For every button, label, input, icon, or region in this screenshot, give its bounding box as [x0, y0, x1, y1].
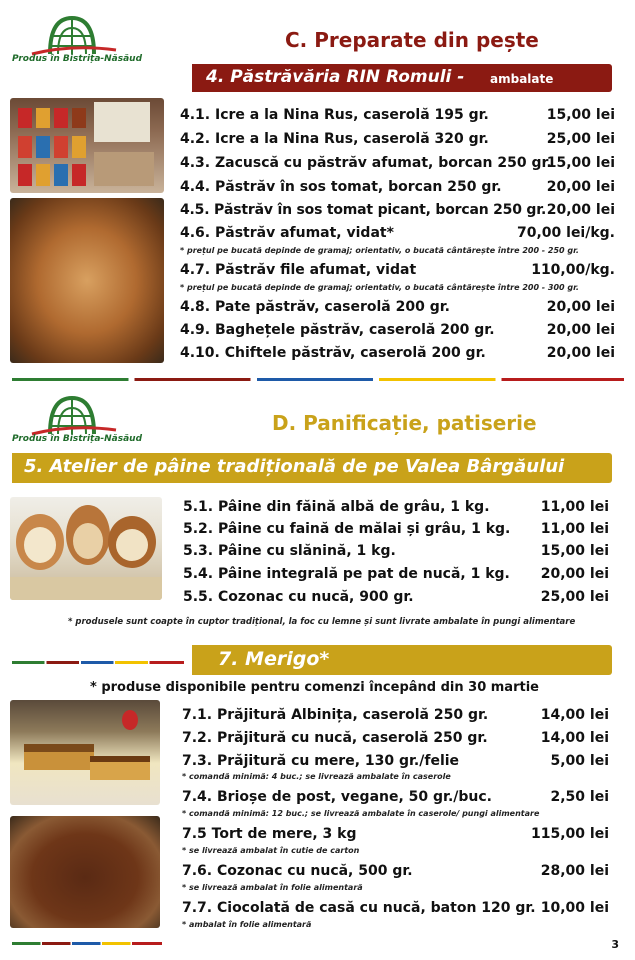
price-5-2: 11,00 lei: [540, 521, 609, 537]
price-4-1: 15,00 lei: [546, 107, 615, 123]
price-5-1: 11,00 lei: [540, 499, 609, 515]
note-7-3: * comandă minimă: 4 buc.; se livrează ambalate în caserole: [182, 772, 451, 781]
price-4-4: 20,00 lei: [546, 179, 615, 195]
page-number: 3: [611, 938, 619, 951]
item-4-10: 4.10. Chiftele păstrăv, caserolă 200 gr.: [180, 345, 486, 361]
price-4-10: 20,00 lei: [546, 345, 615, 361]
item-4-9: 4.9. Baghețele păstrăv, caserolă 200 gr.: [180, 322, 495, 338]
item-5-4: 5.4. Pâine integrală pe pat de nucă, 1 kg.: [183, 566, 510, 582]
note-4-7: * prețul pe bucată depinde de gramaj; orientativ, o bucată cântărește între 200 - 300 gr.: [180, 283, 579, 292]
price-4-6: 70,00 lei/kg.: [516, 225, 615, 241]
item-4-2: 4.2. Icre a la Nina Rus, caserolă 320 gr.: [180, 131, 489, 147]
photo-smoked-trout: [10, 198, 164, 363]
logo-text: Produs în Bistrița-Năsăud: [12, 54, 143, 64]
item-7-1: 7.1. Prăjitură Albinița, caserolă 250 gr.: [182, 707, 489, 723]
item-7-4: 7.4. Brioșe de post, vegane, 50 gr./buc.: [182, 789, 493, 805]
merigo-banner: [192, 645, 612, 675]
price-7-6: 28,00 lei: [540, 863, 609, 879]
logo-produs-bistrita: [12, 12, 143, 67]
bread-icon: [10, 497, 162, 600]
divider-stripe-2: [12, 661, 184, 664]
divider-stripe-3: [12, 942, 162, 945]
price-4-3: 15,00 lei: [546, 155, 615, 171]
note-7-4: * comandă minimă: 12 buc.; se livrează ambalate în caserole/ pungi alimentare: [182, 809, 540, 818]
note-7-5: * se livrează ambalat în cutie de carton: [182, 846, 360, 855]
photo-bread: [10, 497, 162, 600]
item-5-3: 5.3. Pâine cu slănină, 1 kg.: [183, 543, 396, 559]
price-7-2: 14,00 lei: [540, 730, 609, 746]
photo-apple-tart: [10, 816, 160, 928]
section-c-banner-sub: ambalate: [490, 72, 554, 86]
item-5-2: 5.2. Pâine cu faină de mălai și grâu, 1 kg.: [183, 521, 511, 537]
price-4-8: 20,00 lei: [546, 299, 615, 315]
item-5-5: 5.5. Cozonac cu nucă, 900 gr.: [183, 589, 414, 605]
logo-arch-icon: [12, 392, 132, 437]
section-c-banner: [192, 64, 612, 92]
price-7-5: 115,00 lei: [531, 826, 609, 842]
logo-text-2: Produs în Bistrița-Năsăud: [12, 434, 143, 444]
item-4-7: 4.7. Păstrăv file afumat, vidat: [180, 262, 417, 278]
item-4-1: 4.1. Icre a la Nina Rus, caserolă 195 gr.: [180, 107, 489, 123]
price-4-5: 20,00 lei: [546, 202, 615, 218]
item-5-1: 5.1. Pâine din făină albă de grâu, 1 kg.: [183, 499, 490, 515]
item-4-5: 4.5. Păstrăv în sos tomat picant, borcan 250 gr.: [180, 202, 547, 218]
cake-slices-icon: [10, 700, 160, 805]
jars-icon: [10, 98, 164, 193]
note-7-7: * ambalat în folie alimentară: [182, 920, 312, 929]
merigo-availability: * produse disponibile pentru comenzi începând din 30 martie: [90, 680, 539, 695]
note-section-d: * produsele sunt coapte în cuptor tradițional, la foc cu lemne și sunt livrate ambalate în pungi alimentare: [68, 617, 576, 627]
price-7-3: 5,00 lei: [550, 753, 609, 769]
item-7-3: 7.3. Prăjitură cu mere, 130 gr./felie: [182, 753, 460, 769]
price-5-4: 20,00 lei: [540, 566, 609, 582]
item-4-8: 4.8. Pate păstrăv, caserolă 200 gr.: [180, 299, 450, 315]
item-7-2: 7.2. Prăjitură cu nucă, caserolă 250 gr.: [182, 730, 488, 746]
item-7-7: 7.7. Ciocolată de casă cu nucă, baton 120 gr.: [182, 900, 536, 916]
price-5-5: 25,00 lei: [540, 589, 609, 605]
section-c-title: C. Preparate din pește: [285, 28, 539, 52]
logo-produs-bistrita-2: [12, 392, 143, 447]
price-7-1: 14,00 lei: [540, 707, 609, 723]
price-4-9: 20,00 lei: [546, 322, 615, 338]
price-7-4: 2,50 lei: [550, 789, 609, 805]
logo-arch-icon: [12, 12, 132, 57]
item-4-6: 4.6. Păstrăv afumat, vidat*: [180, 225, 394, 241]
photo-fish-jars: [10, 98, 164, 193]
section-d-title: D. Panificație, patiserie: [272, 411, 537, 435]
photo-cakes: [10, 700, 160, 805]
section-d-banner-text: 5. Atelier de pâine tradițională de pe Valea Bârgăului: [24, 456, 565, 477]
item-7-5: 7.5 Tort de mere, 3 kg: [182, 826, 357, 842]
item-7-6: 7.6. Cozonac cu nucă, 500 gr.: [182, 863, 413, 879]
price-5-3: 15,00 lei: [540, 543, 609, 559]
divider-stripe-1: [12, 378, 624, 381]
note-4-6: * prețul pe bucată depinde de gramaj; orientativ, o bucată cântărește între 200 - 250 gr.: [180, 246, 579, 255]
price-7-7: 10,00 lei: [540, 900, 609, 916]
item-4-4: 4.4. Păstrăv în sos tomat, borcan 250 gr.: [180, 179, 502, 195]
merigo-banner-text: 7. Merigo*: [218, 648, 330, 670]
section-c-banner-main: 4. Păstrăvăria RIN Romuli -: [206, 67, 465, 87]
note-7-6: * se livrează ambalat în folie alimentară: [182, 883, 363, 892]
price-4-7: 110,00/kg.: [531, 262, 615, 278]
section-d-banner: [12, 453, 612, 483]
item-4-3: 4.3. Zacuscă cu păstrăv afumat, borcan 250 gr.: [180, 155, 552, 171]
price-4-2: 25,00 lei: [546, 131, 615, 147]
